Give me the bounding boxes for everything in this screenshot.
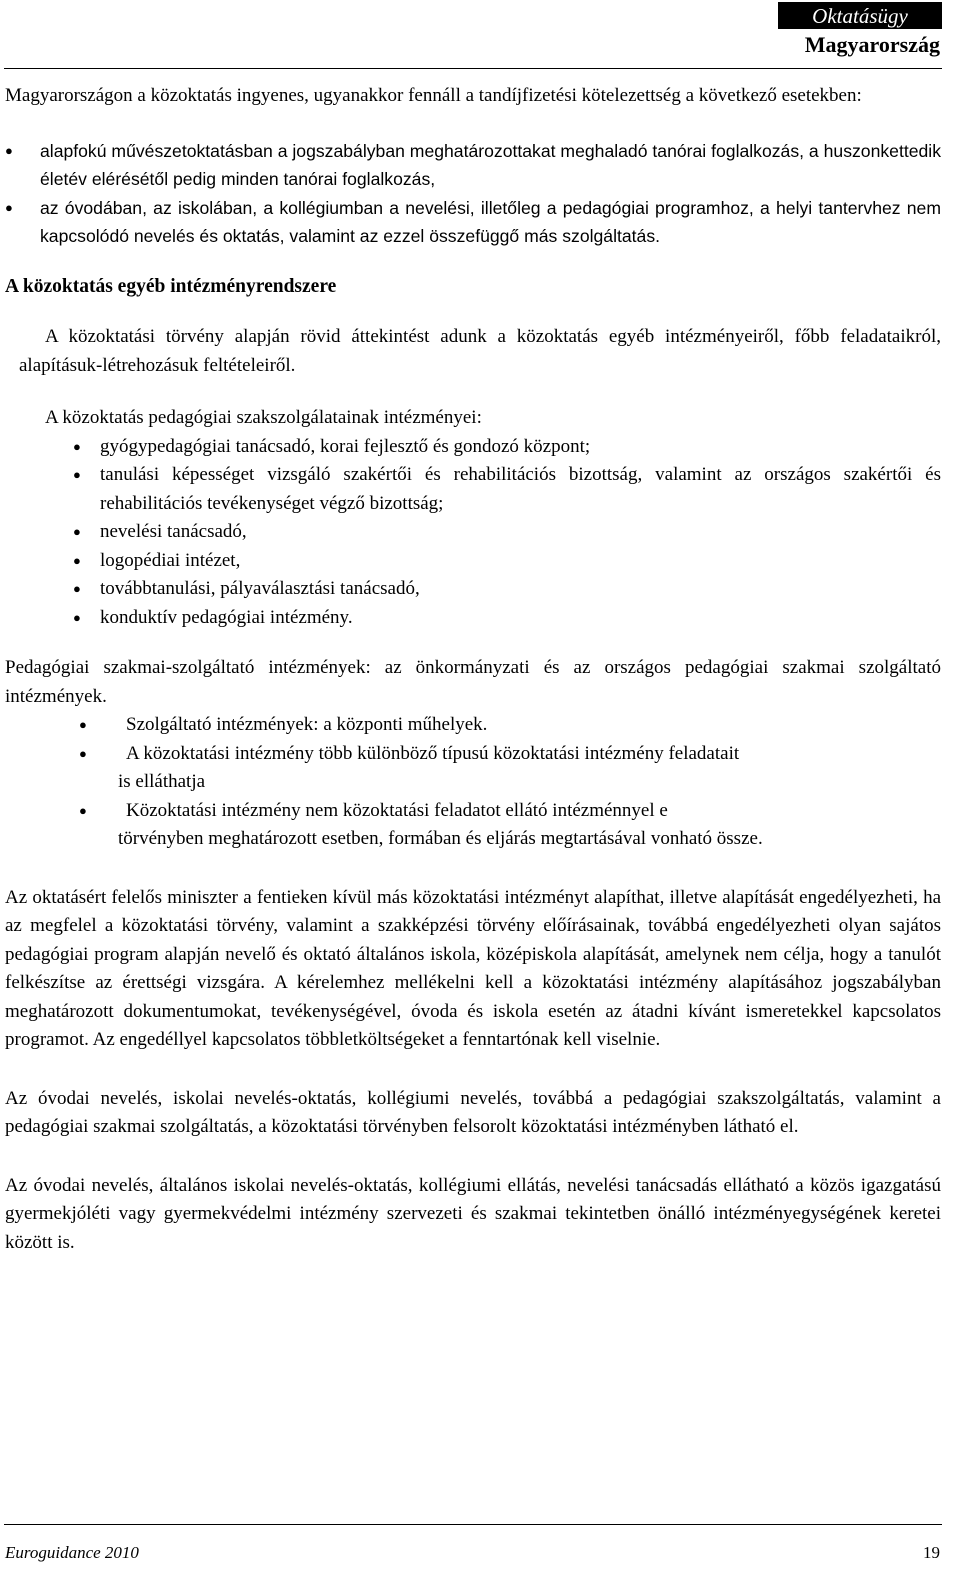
- list-item-text: gyógypedagógiai tanácsadó, korai fejlesztő és gondozó központ;: [100, 435, 591, 457]
- paragraph: Az oktatásért felelős miniszter a fentieken kívül más közoktatási intézményt alapíthat, illetve alapítását engedélyezheti, ha az megfelel a közoktatási törvény, valamint a szakképzési törvény előírásainak, továbbá engedélyezheti olyan sajátos pedagógiai program alapján nevelő és oktató általános iskola, középiskola alapítását, amelynek nem célja, hogy a tanulót felkészítse az érettségi vizsgára. A kérelemhez mellékelni kell a közoktatási intézmény alapításához jogszabályban meghatározott dokumentumokat, tevékenységével, óvoda és iskola esetén az átadni kívánt ismeretekkel kapcsolatos programot. Az engedéllyel kapcsolatos többletköltségeket a fenntartónak kell viselnie.: [5, 886, 941, 1050]
- list-item: [5, 433, 941, 462]
- bullet-icon: ●: [73, 581, 81, 596]
- document-body: [5, 82, 941, 1257]
- intro-paragraph: Magyarországon a közoktatás ingyenes, ugyanakkor fennáll a tandíjfizetési kötelezettség a következő esetekben:: [5, 85, 862, 106]
- page-number: 19: [923, 1543, 940, 1562]
- bullet-icon: ●: [5, 142, 13, 158]
- professional-list: [5, 711, 941, 854]
- fee-cases-list: [5, 137, 941, 251]
- list-item-continuation: is elláthatja: [118, 771, 206, 792]
- bullet-icon: ●: [5, 199, 13, 215]
- list-item: [5, 740, 941, 797]
- bullet-icon: ●: [79, 802, 87, 818]
- paragraph: Az óvodai nevelés, általános iskolai nevelés-oktatás, kollégiumi ellátás, nevelési tanácsadás ellátható a közös igazgatású gyermekjóléti vagy gyermekvédelmi intézmény szervezeti és szakmai tekintetben önálló intézményegységének keretei között is.: [5, 1174, 941, 1253]
- list-item-continuation: törvényben meghatározott esetben, formában és eljárás megtartásával vonható össze.: [118, 828, 763, 849]
- bullet-icon: ●: [73, 438, 81, 454]
- list-item-text: konduktív pedagógiai intézmény.: [100, 606, 353, 628]
- services-list: [5, 433, 941, 633]
- paragraph: Az óvodai nevelés, iskolai nevelés-oktatás, kollégiumi nevelés, továbbá a pedagógiai szakszolgáltatás, valamint a pedagógiai szakmai szolgáltatás, a közoktatási törvényben felsorolt közoktatási intézményben látható el.: [5, 1087, 941, 1137]
- list-item-text: az óvodában, az iskolában, a kollégiumban a nevelési, illetőleg a pedagógiai programhoz, a helyi tantervhez nem kapcsolódó nevelés és oktatás, valamint az ezzel összefüggő más szolgáltatás.: [40, 197, 941, 246]
- list-item-text: tanulási képességet vizsgáló szakértői és rehabilitációs bizottság, valamint az országos szakértői és rehabilitációs tevékenységet végző bizottság;: [100, 464, 941, 514]
- bullet-icon: ●: [73, 552, 81, 568]
- bullet-icon: ●: [73, 609, 81, 625]
- bullet-icon: ●: [73, 467, 81, 482]
- section-intro: A közoktatási törvény alapján rövid áttekintést adunk a közoktatás egyéb intézményeiről, főbb feladataikról, alapításuk-létrehozásuk feltételeiről.: [19, 326, 941, 376]
- list-item-text: alapfokú művészetoktatásban a jogszabályban meghatározottakat meghaladó tanórai foglalkozás, a huszonkettedik életév elérésétől pedig minden tanórai foglalkozás,: [40, 140, 941, 189]
- footer-rule: [4, 1524, 942, 1525]
- footer-publication: Euroguidance 2010: [5, 1543, 139, 1562]
- list-item: [5, 518, 941, 547]
- bullet-icon: ●: [73, 524, 81, 539]
- list-item: [5, 604, 941, 633]
- professional-intro: Pedagógiai szakmai-szolgáltató intézmények: az önkormányzati és az országos pedagógiai szakmai szolgáltató intézmények.: [5, 657, 941, 707]
- list-item-text: Szolgáltató intézmények: a központi műhelyek.: [126, 714, 488, 735]
- list-item: [5, 711, 941, 740]
- section-intro-block: [5, 323, 941, 433]
- list-item-text: nevelési tanácsadó,: [100, 521, 247, 542]
- header-country: Magyarország: [804, 32, 940, 57]
- list-item-text: logopédiai intézet,: [100, 549, 241, 571]
- header-rule: [4, 68, 942, 69]
- list-item: [5, 575, 941, 604]
- bullet-icon: ●: [79, 717, 87, 732]
- list-item: [5, 461, 941, 518]
- list-item: [5, 137, 941, 194]
- bullet-icon: ●: [79, 745, 87, 761]
- list-item: [5, 547, 941, 576]
- list-item: [5, 194, 941, 251]
- services-intro: A közoktatás pedagógiai szakszolgálatainak intézményei:: [45, 407, 482, 428]
- list-item-text: A közoktatási intézmény több különböző típusú közoktatási intézmény feladatait: [126, 742, 740, 764]
- header-tag: Oktatásügy: [778, 2, 942, 29]
- list-item: [5, 797, 941, 854]
- list-item-text: Közoktatási intézmény nem közoktatási feladatot ellátó intézménnyel e: [126, 799, 668, 821]
- list-item-text: továbbtanulási, pályaválasztási tanácsadó,: [100, 578, 420, 599]
- section-heading: A közoktatás egyéb intézményrendszere: [5, 275, 337, 297]
